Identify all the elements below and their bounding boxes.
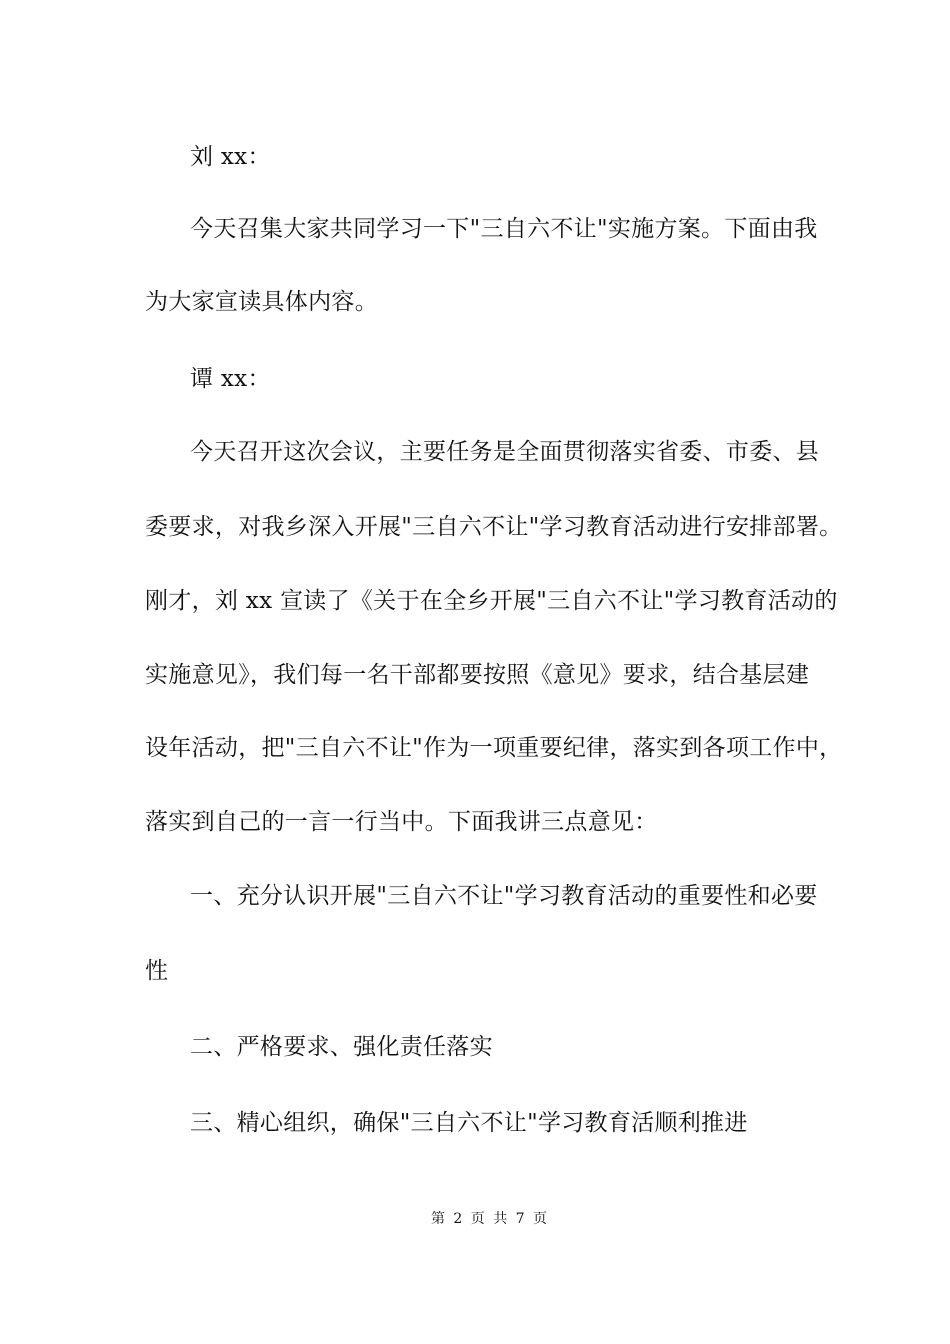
speaker-label: 谭 xx：	[190, 366, 271, 392]
page-number: 第 2 页 共 7 页	[430, 1211, 550, 1227]
paragraph-line: 今天召开这次会议，主要任务是全面贯彻落实省委、市委、县	[190, 439, 820, 465]
paragraph-line: 委要求，对我乡深入开展"三自六不让"学习教育活动进行安排部署。	[145, 514, 843, 540]
paragraph-line: 实施意见》，我们每一名干部都要按照《意见》要求，结合基层建	[145, 662, 810, 688]
section-heading: 二、严格要求、强化责任落实	[190, 1034, 493, 1060]
paragraph-line: 为大家宣读具体内容。	[145, 289, 378, 315]
paragraph-line: 设年活动，把"三自六不让"作为一项重要纪律，落实到各项工作中，	[145, 735, 843, 761]
paragraph-line: 今天召集大家共同学习一下"三自六不让"实施方案。下面由我	[190, 216, 818, 242]
paragraph-line: 落实到自己的一言一行当中。下面我讲三点意见：	[145, 809, 658, 835]
section-heading: 一、充分认识开展"三自六不让"学习教育活动的重要性和必要	[190, 883, 818, 909]
paragraph-line: 刚才，刘 xx 宣读了《关于在全乡开展"三自六不让"学习教育活动的	[145, 588, 838, 614]
speaker-label: 刘 xx：	[190, 144, 271, 170]
section-heading: 三、精心组织，确保"三自六不让"学习教育活顺利推进	[190, 1110, 748, 1136]
section-heading-continuation: 性	[145, 958, 169, 984]
